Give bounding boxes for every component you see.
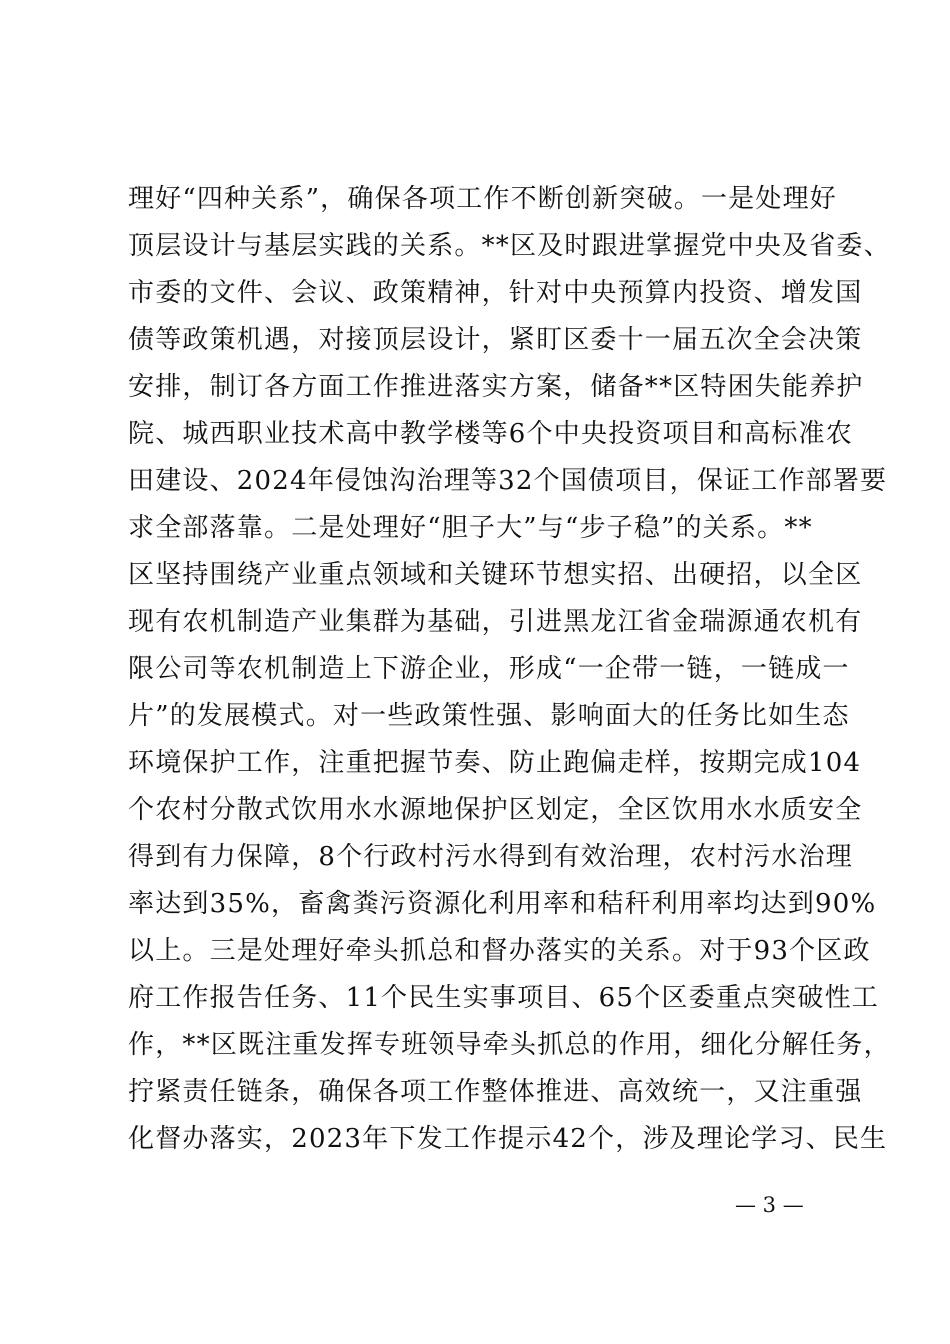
text-line: 率达到35%，畜禽粪污资源化利用率和秸秆利用率均达到90%	[128, 889, 877, 919]
text-line: 作，**区既注重发挥专班领导牵头抓总的作用，细化分解任务，	[128, 1030, 891, 1060]
text-line: 现有农机制造产业集群为基础，引进黑龙江省金瑞源通农机有	[128, 607, 863, 637]
text-line: 理好“四种关系”，确保各项工作不断创新突破。一是处理好	[128, 184, 837, 214]
text-line: 个农村分散式饮用水水源地保护区划定，全区饮用水水质安全	[128, 795, 863, 825]
text-line: 顶层设计与基层实践的关系。**区及时跟进掌握党中央及省委、	[128, 231, 891, 261]
text-line: 债等政策机遇，对接顶层设计，紧盯区委十一届五次全会决策	[128, 325, 863, 355]
text-line: 求全部落靠。二是处理好“胆子大”与“步子稳”的关系。**	[128, 513, 813, 543]
text-line: 院、城西职业技术高中教学楼等6个中央投资项目和高标准农	[128, 419, 853, 449]
text-line: 环境保护工作，注重把握节奏、防止跑偏走样，按期完成104	[128, 748, 862, 778]
page-number: — 3 —	[735, 1193, 804, 1217]
text-line: 府工作报告任务、11个民生实事项目、65个区委重点突破性工	[128, 983, 879, 1013]
text-line: 区坚持围绕产业重点领域和关键环节想实招、出硬招，以全区	[128, 560, 863, 590]
text-line: 以上。三是处理好牵头抓总和督办落实的关系。对于93个区政	[128, 936, 871, 966]
text-line: 得到有力保障，8个行政村污水得到有效治理，农村污水治理	[128, 842, 853, 872]
text-line: 田建设、2024年侵蚀沟治理等32个国债项目，保证工作部署要	[128, 466, 888, 496]
text-line: 片”的发展模式。对一些政策性强、影响面大的任务比如生态	[128, 701, 850, 731]
text-line: 拧紧责任链条，确保各项工作整体推进、高效统一，又注重强	[128, 1077, 863, 1107]
text-line: 市委的文件、会议、政策精神，针对中央预算内投资、增发国	[128, 278, 863, 308]
body-paragraph	[128, 176, 891, 1163]
text-line: 化督办落实，2023年下发工作提示42个，涉及理论学习、民生	[128, 1124, 888, 1154]
text-line: 限公司等农机制造上下游企业，形成“一企带一链，一链成一	[128, 654, 850, 684]
text-line: 安排，制订各方面工作推进落实方案，储备**区特困失能养护	[128, 372, 864, 402]
